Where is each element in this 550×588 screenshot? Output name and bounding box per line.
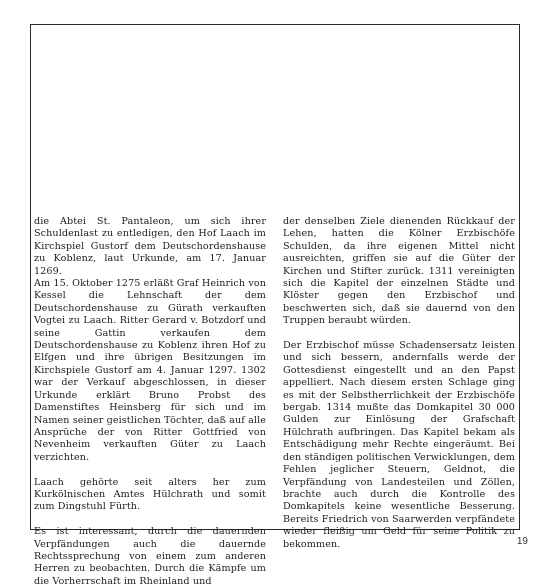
left-paragraph-4: Es ist interessant, durch die dauernden Verpfändungen auch die dauernde Rechtssprechung von einem zum anderen Herren zu beobachten. Durch die Kämpfe um die Vorherrschaft im Rheinland und xyxy=(34,526,266,587)
right-paragraph-1: der denselben Ziele dienenden Rückkauf der Lehen, hatten die Kölner Erzbischöfe Schulden, da ihre eigenen Mittel nicht ausreichten, griffen sie auf die Güter der Kirchen und Stifter zurück. 1311 vereinigten sich die Kapitel der einzelnen Städte und Klöster gegen den Erzbischof und beschwerten sich, daß sie dauernd von den Truppen beraubt würden. xyxy=(283,216,515,327)
right-column xyxy=(283,216,515,551)
left-column xyxy=(34,216,266,588)
right-paragraph-2: Der Erzbischof müsse Schadensersatz leisten und sich bessern, andernfalls werde der Gottesdienst eingestellt und an den Papst appelliert. Nach diesem ersten Schlage ging es mit der Selbstherrlichkeit der Erzbischöfe bergab. 1314 mußte das Domkapitel 30 000 Gulden zur Einlösung der Grafschaft Hülchrath aufbringen. Das Kapitel bekam als Entschädigung mehr Rechte eingeräumt. Bei den ständigen politischen Verwicklungen, dem Fehlen jeglicher Steuern, Geldnot, die Verpfändung von Landesteilen und Zöllen, brachte auch durch die Kontrolle des Domkapitels keine wesentliche Besserung. Bereits Friedrich von Saarwerden verpfändete wieder fleißig um Geld für seine Politik zu bekommen. xyxy=(283,340,515,550)
page-number: 19 xyxy=(516,536,528,547)
left-paragraph-1: die Abtei St. Pantaleon, um sich ihrer Schuldenlast zu entledigen, den Hof Laach im Kirchspiel Gustorf dem Deutschordenshause zu Koblenz, laut Urkunde, am 17. Januar 1269. xyxy=(34,216,266,277)
left-paragraph-2: Am 15. Oktober 1275 erläßt Graf Heinrich von Kessel die Lehnschaft der dem Deutschordenshause zu Gürath verkauften Vogtei zu Laach. Ritter Gerard v. Botzdorf und seine Gattin verkaufen dem Deutschordenshause zu Koblenz ihren Hof zu Elfgen und ihre übrigen Besitzungen im Kirchspiele Gustorf am 4. Januar 1297. 1302 war der Verkauf abgeschlossen, in dieser Urkunde erklärt Bruno Probst des Damenstiftes Heinsberg für sich und im Namen seiner geistlichen Töchter, daß auf alle Ansprüche der von Ritter Gottfried von Nevenheim verkauften Güter zu Laach verzichten. xyxy=(34,278,267,463)
left-paragraph-3: Laach gehörte seit alters her zum Kurkölnischen Amtes Hülchrath und somit zum Dingstuhl Fürth. xyxy=(34,476,266,513)
